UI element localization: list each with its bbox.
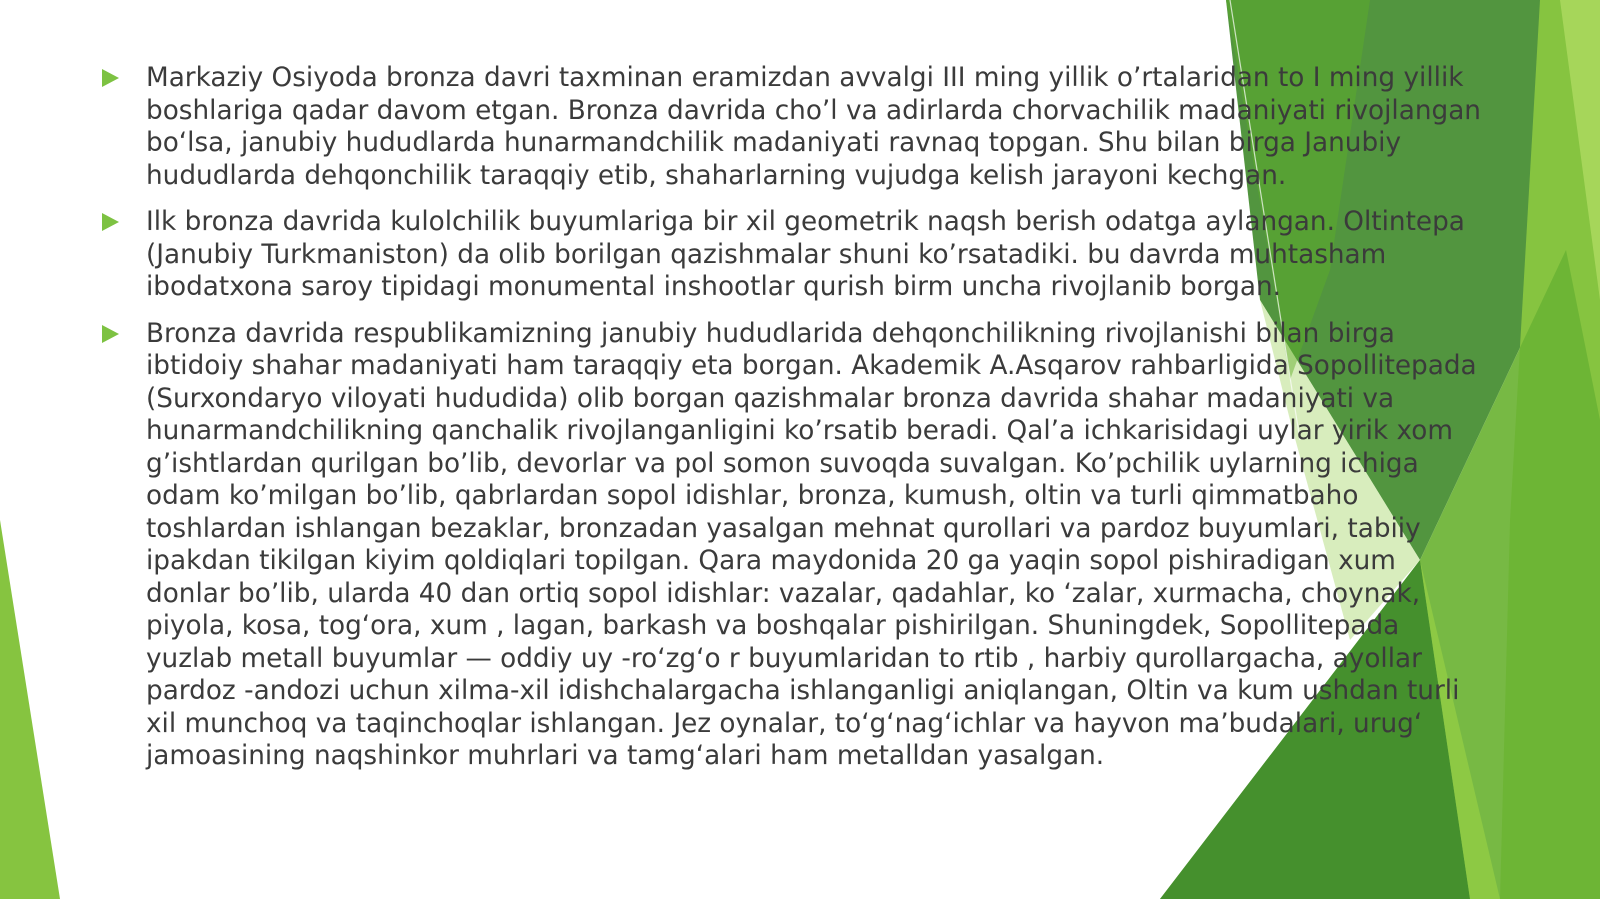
triangle-bullet-icon: [102, 69, 119, 87]
bullet-list: [102, 62, 1482, 787]
triangle-bullet-icon: [102, 325, 119, 343]
bullet-text: Ilk bronza davrida kulolchilik buyumlariga bir xil geometrik naqsh berish odatga aylangan. Oltintepa (Janubiy Turkmaniston) da olib borilgan qazishmalar shuni ko’rsatadiki. bu davrda muhtasham ibodatxona saroy tipidagi monumental inshootlar qurish birm uncha rivojlanib borgan.: [146, 207, 1465, 302]
list-item: [102, 318, 1482, 773]
list-item: [102, 62, 1482, 192]
list-item: [102, 206, 1482, 304]
bullet-text: Bronza davrida respublikamizning janubiy hududlarida dehqonchilikning rivojlanishi bilan birga ibtidoiy shahar madaniyati ham taraqqiy eta borgan. Akademik A.Asqarov rahbarligida Sopollitepada (Surxondaryo viloyati hududida) olib borgan qazishmalar bronza davrida shahar madaniyati va hunarmandchilikning qanchalik rivojlanganligini ko’rsatib beradi. Qal’a ichkarisidagi uylar yirik xom g’ishtlardan qurilgan bo’lib, devorlar va pol somon suvoqda suvalgan. Ko’pchilik uylarning ichiga odam ko’milgan bo’lib, qabrlardan sopol idishlar, bronza, kumush, oltin va turli qimmatbaho toshlardan ishlangan bezaklar, bronzadan yasalgan mehnat qurollari va pardoz buyumlari, tabiiy ipakdan tikilgan kiyim qoldiqlari topilgan. Qara maydonida 20 ga yaqin sopol pishiradigan xum donlar bo’lib, ularda 40 dan ortiq sopol idishlar: vazalar, qadahlar, ko ‘zalar, xurmacha, choynak, piyola, kosa, tog‘ora, xum , lagan, barkash va boshqalar pishirilgan. Shuningdek, Sopollitepada yuzlab metall buyumlar — oddiy uy -ro‘zg‘o r buyumlaridan to rtib , harbiy qurollargacha, ayollar pardoz -andozi uchun xilma-xil idishchalargacha ishlanganligi aniqlangan, Oltin va kum ushdan turli xil munchoq va taqinchoqlar ishlangan. Jez oynalar, to‘g‘nag‘ichlar va hayvon ma’budalari, urug‘ jamoasining naqshinkor muhrlari va tamg‘alari ham metalldan yasalgan.: [146, 318, 1477, 771]
bullet-text: Markaziy Osiyoda bronza davri taxminan eramizdan avvalgi III ming yillik o’rtalaridan to I ming yillik boshlariga qadar davom etgan. Bronza davrida cho’l va adirlarda chorvachilik madaniyati rivojlangan bo‘lsa, janubiy hududlarda hunarmandchilik madaniyati ravnaq topgan. Shu bilan birga Janubiy hududlarda dehqonchilik taraqqiy etib, shaharlarning vujudga kelish jarayoni kechgan.: [146, 63, 1481, 191]
triangle-bullet-icon: [102, 213, 119, 231]
